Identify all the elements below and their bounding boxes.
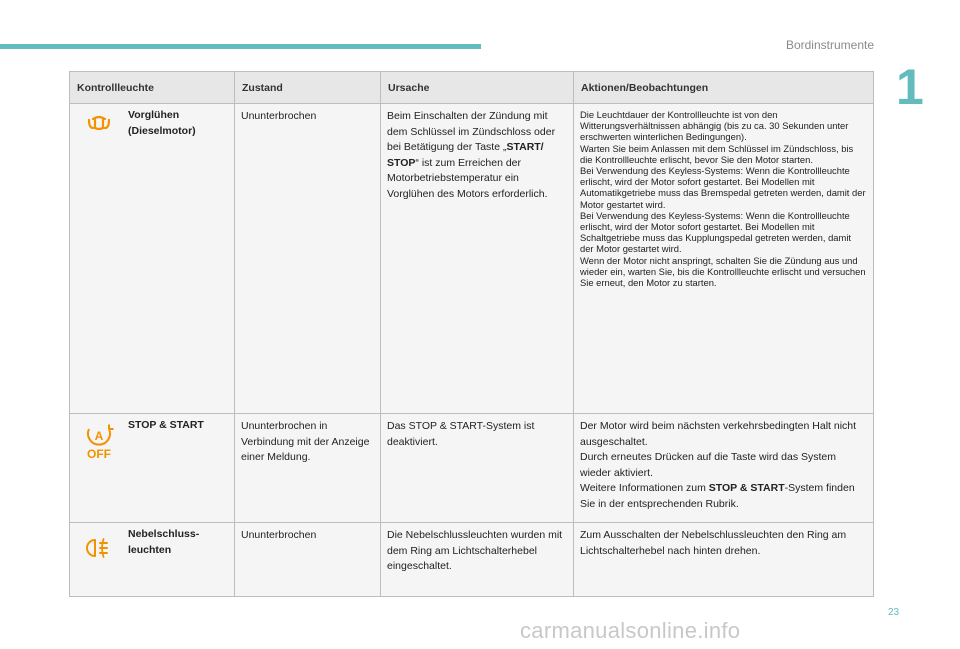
aktionen-paragraph: Durch erneutes Drücken auf die Taste wird das System wieder aktiviert. bbox=[580, 451, 837, 479]
stop-start-off-icon bbox=[82, 423, 116, 459]
page-number: 23 bbox=[888, 607, 900, 618]
aktionen-text-end: -System finden Sie in der entsprechenden Rubrik. bbox=[580, 482, 855, 510]
zustand-cell: Ununterbrochen bbox=[235, 104, 381, 414]
aktionen-cell bbox=[574, 414, 874, 523]
light-cell bbox=[70, 104, 235, 414]
zustand-cell: Ununterbrochen bbox=[235, 523, 381, 597]
section-title: Bordinstrumente bbox=[785, 38, 874, 52]
column-header-zustand: Zustand bbox=[235, 72, 381, 104]
aktionen-text: Weitere Informationen zum bbox=[580, 482, 709, 494]
ursache-cell bbox=[381, 104, 574, 414]
aktionen-paragraph: Wenn der Motor nicht anspringt, schalten Sie die Zündung aus und wieder ein, warten Sie, bis die Kontrollleuchte erlischt und versuchen Sie erneut, den Motor zu starten. bbox=[580, 254, 866, 289]
ursache-text: Beim Einschalten der Zündung mit dem Schlüssel im Zündschloss oder bei Betätigung der Taste „ bbox=[387, 110, 556, 153]
light-cell bbox=[70, 523, 235, 597]
column-header-aktionen: Aktionen/Beobachtungen bbox=[574, 72, 874, 104]
aktionen-paragraph: Bei Verwendung des Keyless-Systems: Wenn die Kontrollleuchte erlischt, wird der Motor sofort gestartet. Bei Modellen mit Schaltgetriebe muss das Kupplungspedal getreten werden, damit der Motor gestartet wird. bbox=[580, 209, 852, 255]
stop-start-a-letter: A bbox=[94, 429, 104, 443]
table-row bbox=[70, 414, 874, 523]
ursache-cell: Das STOP & START-System ist deaktiviert. bbox=[381, 414, 574, 523]
glow-plug-icon bbox=[86, 116, 112, 132]
aktionen-paragraph: Warten Sie beim Anlassen mit dem Schlüssel im Zündschloss, bis die Kontrollleuchte erlischt, bevor Sie den Motor starten. bbox=[580, 142, 854, 165]
light-cell bbox=[70, 414, 235, 523]
top-accent-bar bbox=[0, 44, 481, 49]
light-name: Nebelschluss-leuchten bbox=[128, 528, 200, 556]
light-name: Vorglühen (Dieselmotor) bbox=[128, 109, 196, 137]
aktionen-paragraph: Bei Verwendung des Keyless-Systems: Wenn die Kontrollleuchte erlischt, wird der Motor sofort gestartet. Bei Modellen mit Automatikgetriebe muss das Bremspedal getreten werden, damit der Motor gestartet wird. bbox=[580, 165, 866, 210]
aktionen-cell bbox=[574, 104, 874, 414]
chapter-number: 1 bbox=[896, 59, 924, 115]
watermark: carmanualsonline.info bbox=[520, 618, 741, 643]
zustand-cell: Ununterbrochen in Verbindung mit der Anzeige einer Meldung. bbox=[235, 414, 381, 523]
aktionen-paragraph bbox=[580, 481, 867, 512]
stop-start-system-label: STOP & START bbox=[708, 482, 785, 494]
rear-fog-light-icon bbox=[84, 537, 114, 559]
aktionen-paragraph: Der Motor wird beim nächsten verkehrsbedingten Halt nicht ausgeschaltet. bbox=[580, 420, 857, 448]
stop-start-off-text: OFF bbox=[87, 447, 111, 459]
ursache-text-end: “ ist zum Erreichen der Motorbetriebstemperatur ein Vorglühen des Motors erforderlich. bbox=[387, 156, 548, 200]
start-stop-label: START/ STOP bbox=[387, 141, 544, 169]
aktionen-paragraph: Die Leuchtdauer der Kontrollleuchte ist von den Witterungsverhältnissen abhängig (bis zu ca. 30 Sekunden unter erschwerten winterlichen Bedingungen). bbox=[580, 109, 849, 143]
warning-lights-table bbox=[69, 71, 874, 597]
light-name: STOP & START bbox=[128, 419, 204, 431]
column-header-kontrollleuchte: Kontrollleuchte bbox=[70, 72, 235, 104]
ursache-cell: Die Nebelschlussleuchten wurden mit dem Ring am Lichtschalterhebel eingeschaltet. bbox=[381, 523, 574, 597]
table-row bbox=[70, 523, 874, 597]
table-row bbox=[70, 104, 874, 414]
aktionen-cell: Zum Ausschalten der Nebelschlussleuchten den Ring am Lichtschalterhebel nach hinten drehen. bbox=[574, 523, 874, 597]
column-header-ursache: Ursache bbox=[381, 72, 574, 104]
table-header-row bbox=[70, 72, 874, 104]
